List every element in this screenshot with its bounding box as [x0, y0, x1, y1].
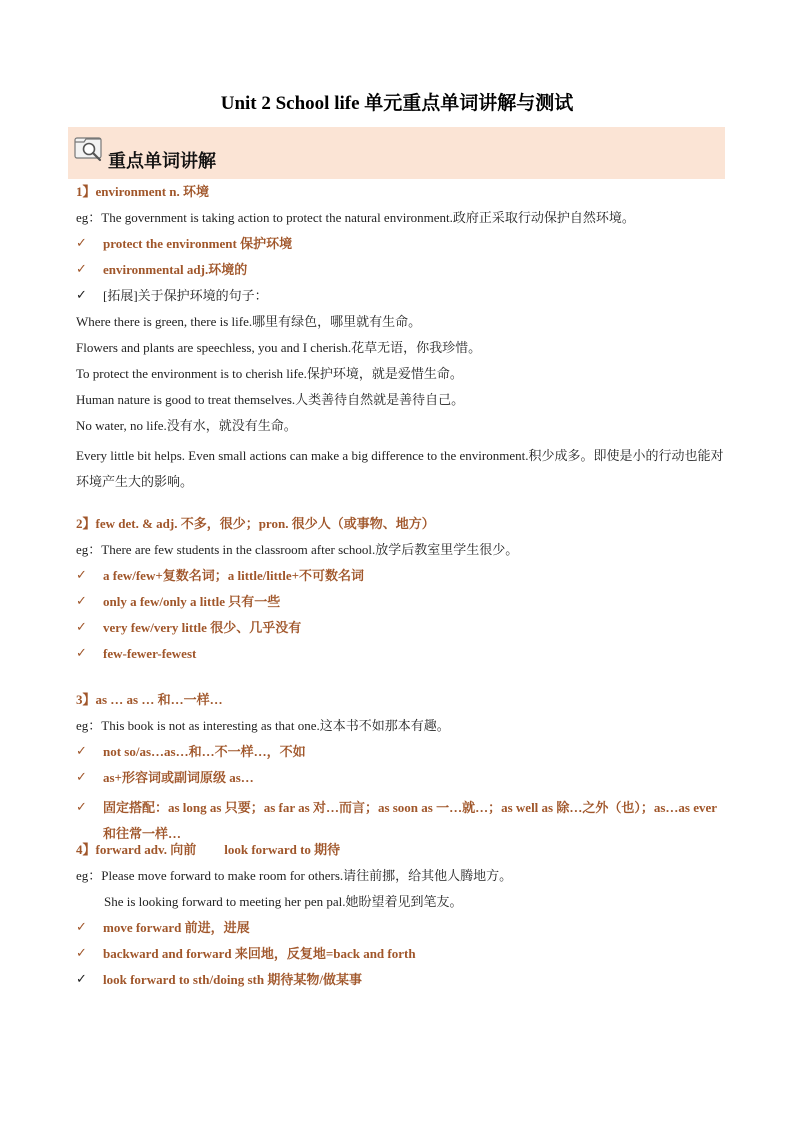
vocab-content [76, 183, 726, 997]
entry-heading: 1】environment n. 环境 [76, 184, 210, 199]
page-title: Unit 2 School life 单元重点单词讲解与测试 [220, 93, 574, 114]
check-icon: ✓ [76, 288, 87, 303]
example-sentence: eg：There are few students in the classroom after school.放学后教室里学生很少。 [76, 542, 519, 557]
check-icon: ✓ [76, 568, 87, 583]
list-item: ✓ backward and forward 来回地，反复地=back and forth [76, 946, 416, 961]
check-icon: ✓ [76, 946, 87, 961]
example-sentence: eg：Please move forward to make room for others.请往前挪，给其他人腾地方。 [76, 868, 513, 883]
check-icon: ✓ [76, 620, 87, 635]
example-sentence: She is looking forward to meeting her pen pal.她盼望着见到笔友。 [104, 894, 463, 909]
sentence: To protect the environment is to cherish life.保护环境，就是爱惜生命。 [76, 366, 463, 381]
example-sentence: eg：The government is taking action to protect the natural environment.政府正采取行动保护自然环境。 [76, 210, 635, 225]
list-item: ✓ a few/few+复数名词；a little/little+不可数名词 [76, 568, 365, 583]
check-icon: ✓ [76, 800, 87, 815]
list-item: ✓ protect the environment 保护环境 [76, 236, 293, 251]
sentence: Human nature is good to treat themselves.人类善待自然就是善待自己。 [76, 392, 465, 407]
entry-heading: 3】as … as … 和…一样… [76, 692, 223, 707]
check-icon: ✓ [76, 920, 87, 935]
list-item: ✓ only a few/only a little 只有一些 [76, 594, 281, 609]
section-header [68, 127, 725, 179]
folder-search-icon [74, 135, 104, 163]
list-item: ✓ very few/very little 很少、几乎没有 [76, 620, 302, 635]
sentence: No water, no life.没有水，就没有生命。 [76, 418, 297, 433]
entry-heading: 4】forward adv. 向前 look forward to 期待 [76, 842, 341, 857]
check-icon: ✓ [76, 646, 87, 661]
example-sentence: eg：This book is not as interesting as that one.这本书不如那本有趣。 [76, 718, 450, 733]
list-item: ✓ environmental adj.环境的 [76, 262, 248, 277]
list-item: ✓ as+形容词或副词原级 as… [76, 770, 254, 785]
sentence: Flowers and plants are speechless, you and I cherish.花草无语，你我珍惜。 [76, 340, 482, 355]
list-item: ✓ move forward 前进，进展 [76, 920, 250, 935]
sentence: Every little bit helps. Even small actions can make a big difference to the environment.积少成多。即使是小的行动也能对环境产生大的影响。 [76, 448, 724, 489]
list-item: ✓ few-fewer-fewest [76, 646, 197, 661]
list-item: ✓ [拓展]关于保护环境的句子： [76, 288, 268, 303]
check-icon: ✓ [76, 594, 87, 609]
check-icon: ✓ [76, 770, 87, 785]
list-item: ✓ look forward to sth/doing sth 期待某物/做某事 [76, 972, 362, 987]
check-icon: ✓ [76, 236, 87, 251]
entry-heading: 2】few det. & adj. 不多，很少；pron. 很少人（或事物、地方） [76, 516, 435, 531]
section-title: 重点单词讲解 [108, 151, 216, 172]
check-icon: ✓ [76, 262, 87, 277]
check-icon: ✓ [76, 972, 87, 987]
list-item: ✓ not so/as…as…和…不一样…，不如 [76, 744, 306, 759]
sentence: Where there is green, there is life.哪里有绿色，哪里就有生命。 [76, 314, 422, 329]
check-icon: ✓ [76, 744, 87, 759]
list-item: ✓ 固定搭配：as long as 只要；as far as 对…而言；as soon as 一…就…；as well as 除…之外（也）；as…as ever 和往常一样… [76, 795, 726, 821]
